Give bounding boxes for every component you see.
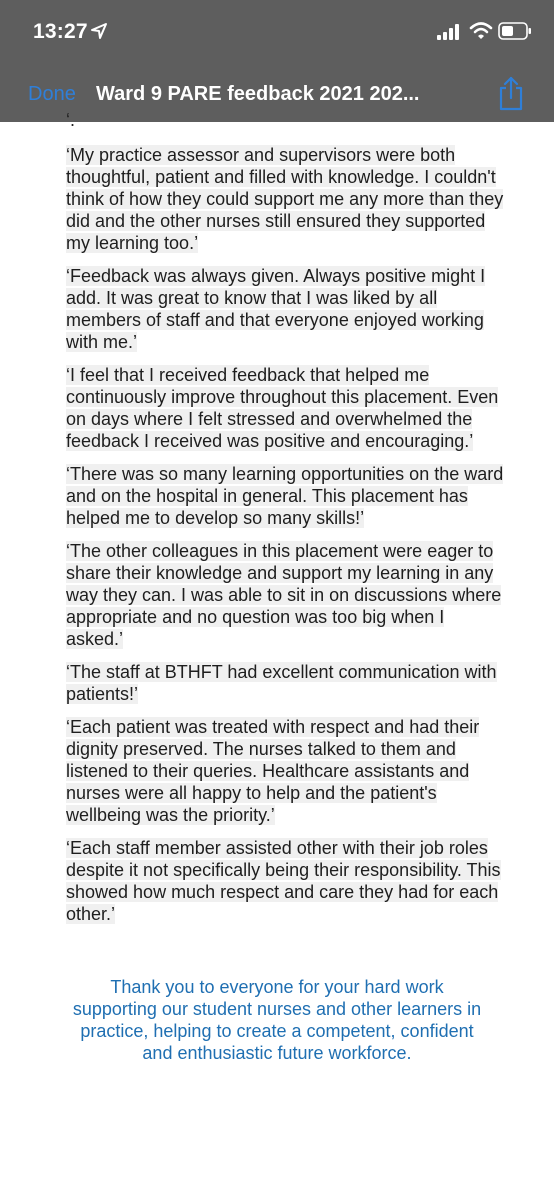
feedback-quote: ‘The staff at BTHFT had excellent communication with patients!’	[66, 662, 497, 704]
feedback-list	[66, 144, 506, 936]
battery-icon	[498, 21, 532, 41]
feedback-quote: ‘Each staff member assisted other with their job roles despite it not specifically being their responsibility. This showed how much respect and care they had for each other.’	[66, 838, 501, 924]
feedback-quote: ‘There was so many learning opportunities on the ward and on the hospital in general. This placement has helped me to develop so many skills!’	[66, 464, 504, 528]
document-view[interactable]	[0, 110, 554, 1200]
partial-text-line: ‘.	[66, 110, 75, 130]
feedback-quote: ‘I feel that I received feedback that helped me continuously improve throughout this placement. Even on days where I felt stressed and overwhelmed the feedback I received was positive and encouraging.’	[66, 365, 499, 451]
status-bar	[0, 0, 554, 66]
feedback-quote: ‘Feedback was always given. Always positive might I add. It was great to know that I was liked by all members of staff and that everyone enjoyed working with me.’	[66, 266, 486, 352]
feedback-quote: ‘The other colleagues in this placement were eager to share their knowledge and support my learning in any way they can. I was able to sit in on discussions where appropriate and no question was too big when I asked.’	[66, 541, 502, 649]
share-icon[interactable]	[496, 75, 526, 111]
document-title: Ward 9 PARE feedback 2021 202...	[96, 83, 420, 105]
done-button[interactable]: Done	[28, 83, 76, 105]
document-nav-bar	[0, 66, 554, 122]
cellular-signal-icon	[437, 24, 461, 40]
top-bar	[0, 0, 554, 122]
location-arrow-icon	[90, 22, 108, 40]
closing-message: Thank you to everyone for your hard work supporting our student nurses and other learners in practice, helping to create a competent, confident and enthusiastic future workforce.	[72, 977, 482, 1063]
status-time: 13:27	[33, 20, 88, 43]
feedback-quote: ‘Each patient was treated with respect and had their dignity preserved. The nurses talked to them and listened to their queries. Healthcare assistants and nurses were all happy to help and the patient's wellbeing was the priority.’	[66, 717, 480, 825]
wifi-icon	[470, 22, 492, 40]
feedback-quote: ‘My practice assessor and supervisors were both thoughtful, patient and filled with knowledge. I couldn't think of how they could support me any more than they did and the other nurses still ensured they supported my learning too.’	[66, 145, 504, 253]
